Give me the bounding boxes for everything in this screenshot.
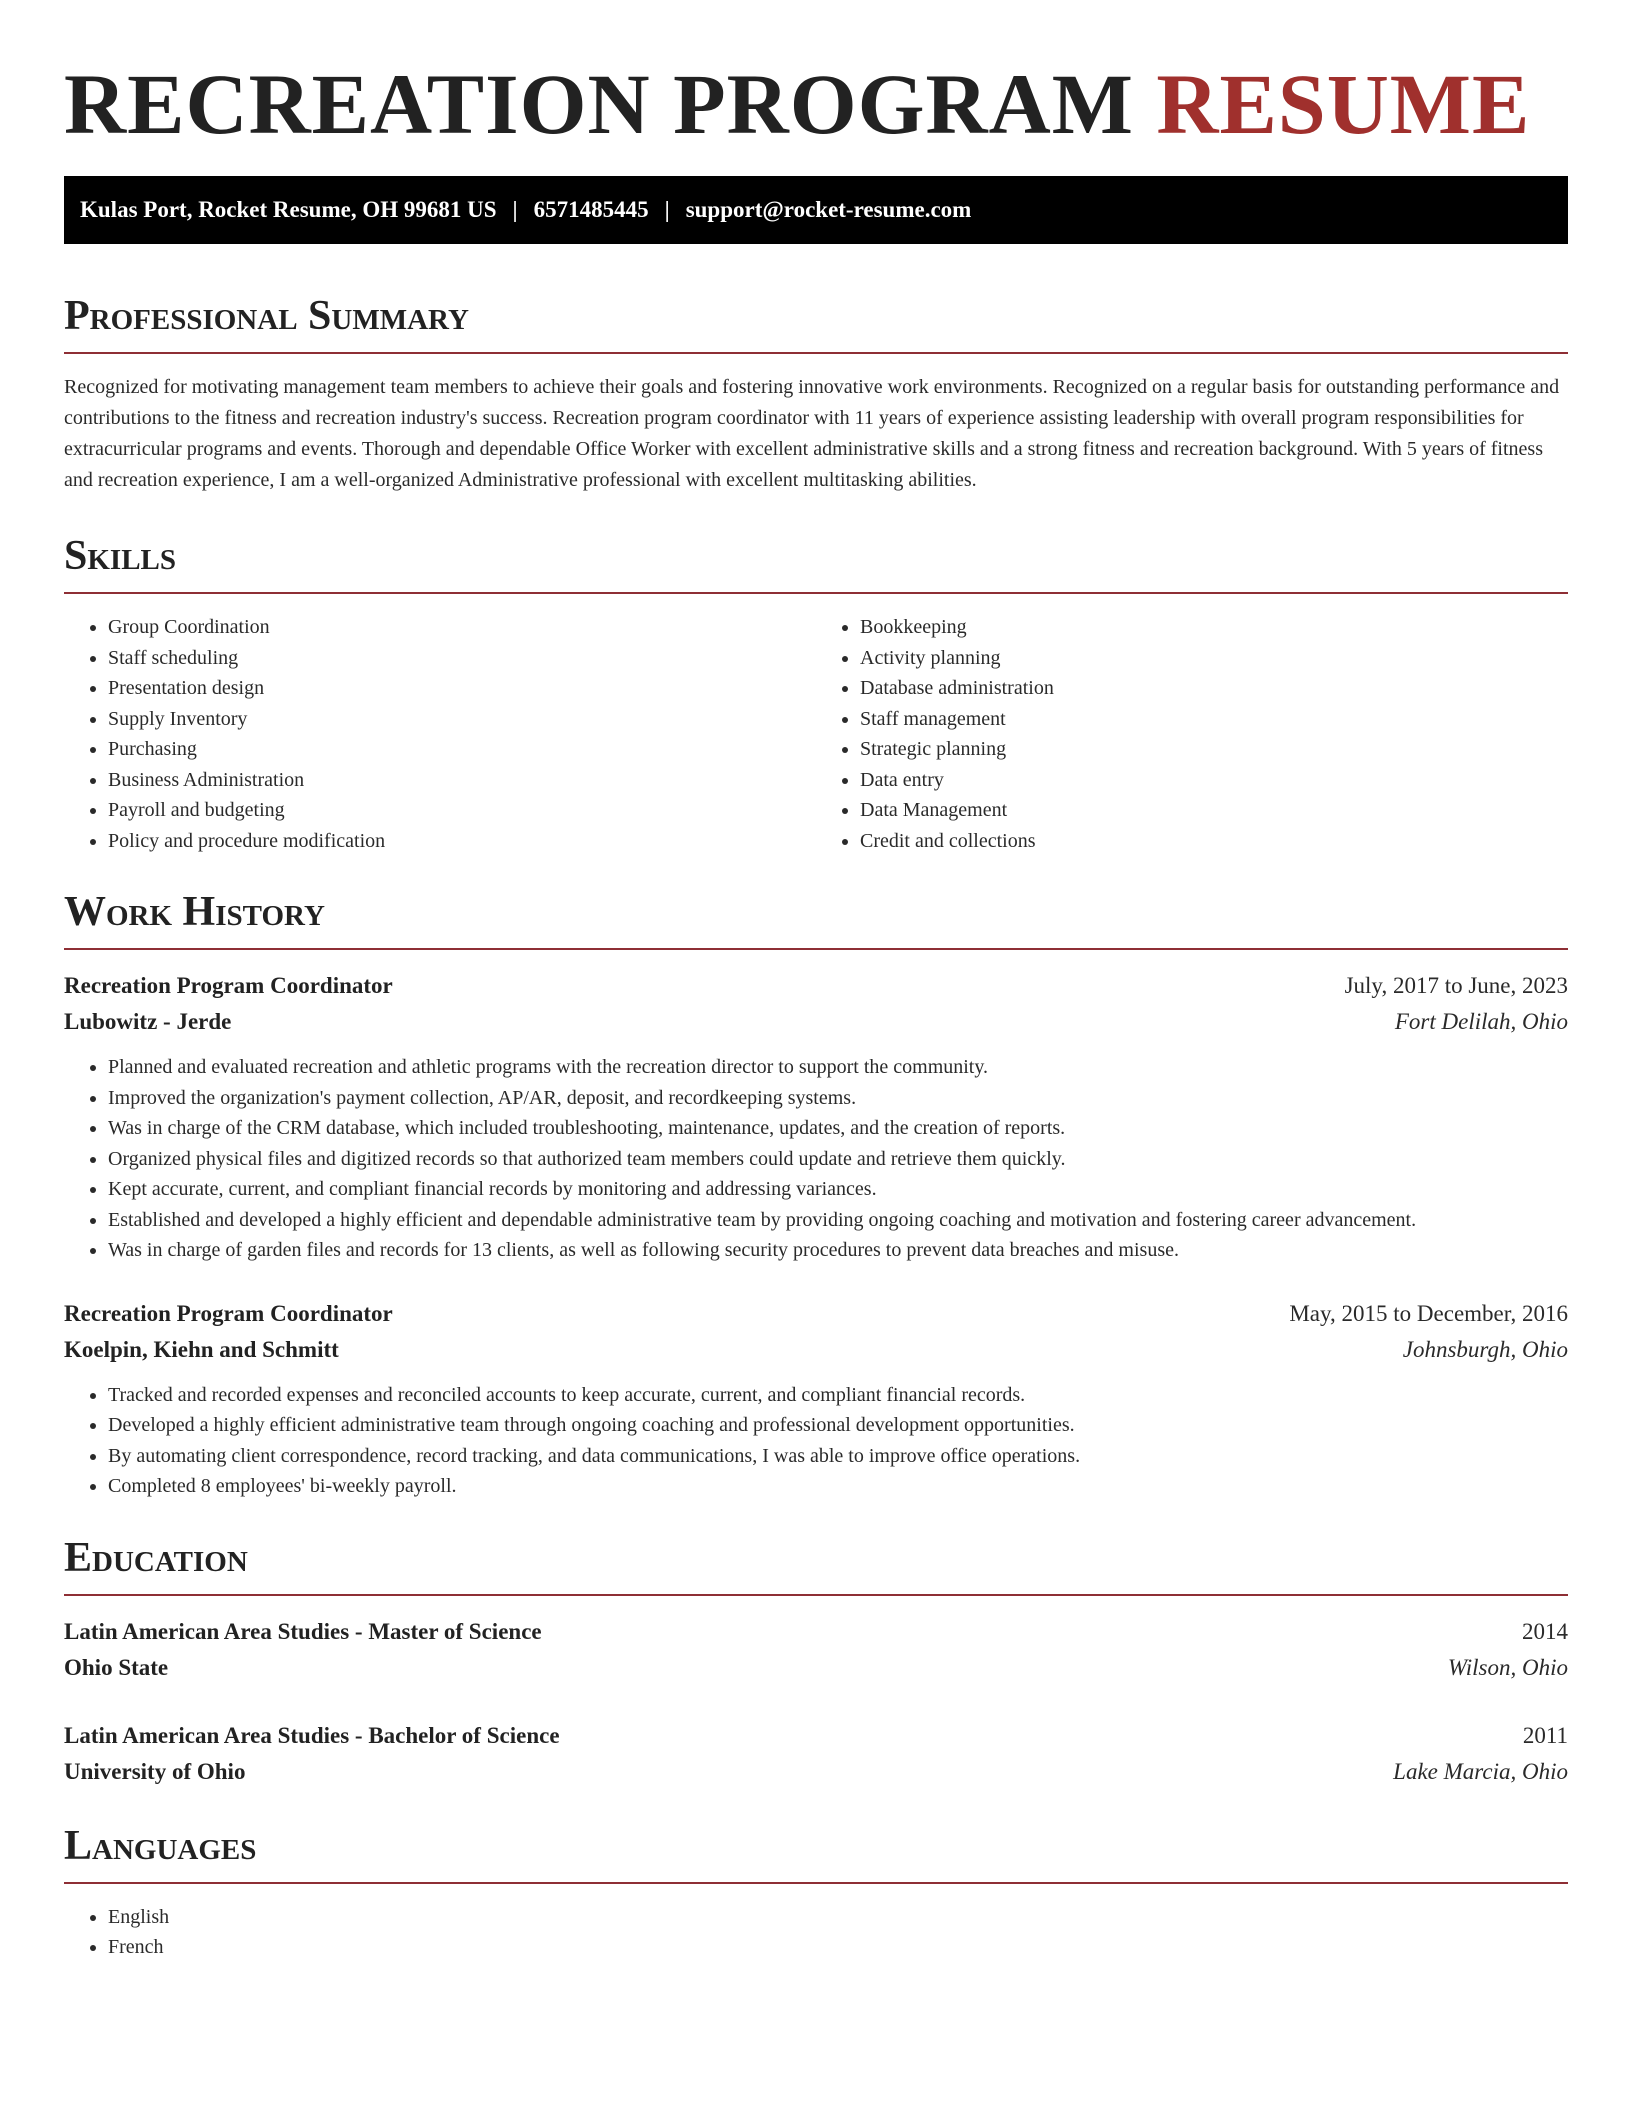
job-bullet: • Developed a highly efficient administrative team through ongoing coaching and professional development opportunities. (108, 1410, 1568, 1441)
summary-heading: Professional Summary (64, 293, 469, 339)
section-divider (64, 1594, 1568, 1596)
job-company: Lubowitz - Jerde (64, 1009, 232, 1034)
skill-item: • Supply Inventory (108, 704, 816, 735)
skills-columns (64, 612, 1568, 856)
job-entry (64, 1296, 1568, 1502)
education-subheader (64, 1754, 1568, 1790)
job-location: Fort Delilah, Ohio (1394, 1009, 1568, 1034)
job-bullet: • Established and developed a highly efficient and dependable administrative team by providing ongoing coaching and motivation and fostering career advancement. (108, 1205, 1568, 1236)
skill-item: • Payroll and budgeting (108, 795, 816, 826)
title-accent: RESUME (1156, 56, 1531, 152)
job-bullet: • Kept accurate, current, and compliant financial records by monitoring and addressing variances. (108, 1174, 1568, 1205)
education-entry (64, 1718, 1568, 1790)
education-entry (64, 1614, 1568, 1686)
summary-text: Recognized for motivating management team members to achieve their goals and fostering innovative work environments. Recognized on a regular basis for outstanding performance and contributions to the fitness and recreation industry's success. Recreation program coordinator with 11 years of experience assisting leadership with overall program responsibilities for extracurricular programs and events. Thorough and dependable Office Worker with excellent administrative skills and a strong fitness and recreation background. With 5 years of fitness and recreation experience, I am a well-organized Administrative professional with excellent multitasking abilities. (64, 376, 1560, 491)
job-bullet: • Completed 8 employees' bi-weekly payroll. (108, 1471, 1568, 1502)
job-bullets (64, 1380, 1568, 1502)
contact-phone: 6571485445 (533, 197, 649, 222)
skill-item: • Database administration (860, 673, 1568, 704)
job-dates: July, 2017 to June, 2023 (1344, 973, 1568, 998)
job-bullet: • Improved the organization's payment collection, AP/AR, deposit, and recordkeeping systems. (108, 1083, 1568, 1114)
skills-heading: Skills (64, 533, 177, 579)
education-year: 2014 (1522, 1618, 1568, 1644)
contact-separator: | (664, 197, 670, 222)
skills-list-right (816, 612, 1568, 856)
education-header (64, 1718, 1568, 1754)
education-section (64, 1532, 1568, 1790)
skill-item: • Activity planning (860, 643, 1568, 674)
education-location: Wilson, Ohio (1447, 1654, 1568, 1680)
skills-list-left (64, 612, 816, 856)
job-header (64, 968, 1568, 1004)
contact-address: Kulas Port, Rocket Resume, OH 99681 US (80, 197, 497, 222)
skill-item: • Policy and procedure modification (108, 826, 816, 857)
section-divider (64, 948, 1568, 950)
languages-heading: Languages (64, 1822, 257, 1869)
skill-item: • Bookkeeping (860, 612, 1568, 643)
title-main: RECREATION PROGRAM (64, 56, 1134, 152)
job-title: Recreation Program Coordinator (64, 1300, 393, 1326)
skill-item: • Business Administration (108, 765, 816, 796)
languages-section (64, 1820, 1568, 1963)
job-header (64, 1296, 1568, 1332)
job-entry (64, 968, 1568, 1266)
section-divider (64, 592, 1568, 594)
job-subheader (64, 1004, 1568, 1040)
job-bullets (64, 1052, 1568, 1266)
education-school: Ohio State (64, 1654, 169, 1680)
languages-list (64, 1902, 1568, 1963)
skill-item: • Data entry (860, 765, 1568, 796)
skill-item: • Group Coordination (108, 612, 816, 643)
job-bullet: • Tracked and recorded expenses and reconciled accounts to keep accurate, current, and compliant financial records. (108, 1380, 1568, 1411)
job-bullet: • Organized physical files and digitized records so that authorized team members could update and retrieve them quickly. (108, 1144, 1568, 1175)
education-subheader (64, 1650, 1568, 1686)
language-item: • English (108, 1902, 1568, 1933)
contact-bar (64, 176, 1568, 244)
summary-section (64, 290, 1568, 496)
job-location: Johnsburgh, Ohio (1402, 1336, 1568, 1362)
skill-item: • Credit and collections (860, 826, 1568, 857)
skills-section (64, 530, 1568, 856)
work-history-section (64, 886, 1568, 1502)
education-heading: Education (64, 1534, 248, 1581)
job-bullet: • Was in charge of garden files and records for 13 clients, as well as following security procedures to prevent data breaches and misuse. (108, 1235, 1568, 1266)
education-header (64, 1614, 1568, 1650)
job-title: Recreation Program Coordinator (64, 973, 393, 998)
job-company: Koelpin, Kiehn and Schmitt (64, 1336, 339, 1362)
work-history-heading: Work History (64, 889, 325, 935)
skill-item: • Staff management (860, 704, 1568, 735)
language-item: • French (108, 1932, 1568, 1963)
education-location: Lake Marcia, Ohio (1393, 1758, 1568, 1784)
job-subheader (64, 1332, 1568, 1368)
job-bullet: • Was in charge of the CRM database, which included troubleshooting, maintenance, updates, and the creation of reports. (108, 1113, 1568, 1144)
skill-item: • Strategic planning (860, 734, 1568, 765)
job-bullet: • By automating client correspondence, record tracking, and data communications, I was able to improve office operations. (108, 1441, 1568, 1472)
contact-email[interactable]: support@rocket-resume.com (685, 197, 972, 222)
skill-item: • Staff scheduling (108, 643, 816, 674)
job-bullet: • Planned and evaluated recreation and athletic programs with the recreation director to support the community. (108, 1052, 1568, 1083)
section-divider (64, 1882, 1568, 1884)
contact-separator: | (512, 197, 518, 222)
job-dates: May, 2015 to December, 2016 (1289, 1300, 1568, 1326)
skill-item: • Purchasing (108, 734, 816, 765)
education-degree: Latin American Area Studies - Master of Science (64, 1618, 542, 1644)
skill-item: • Presentation design (108, 673, 816, 704)
education-year: 2011 (1522, 1722, 1568, 1748)
page-title (64, 56, 1568, 152)
section-divider (64, 352, 1568, 354)
skill-item: • Data Management (860, 795, 1568, 826)
education-degree: Latin American Area Studies - Bachelor of Science (64, 1722, 560, 1748)
education-school: University of Ohio (64, 1758, 246, 1784)
